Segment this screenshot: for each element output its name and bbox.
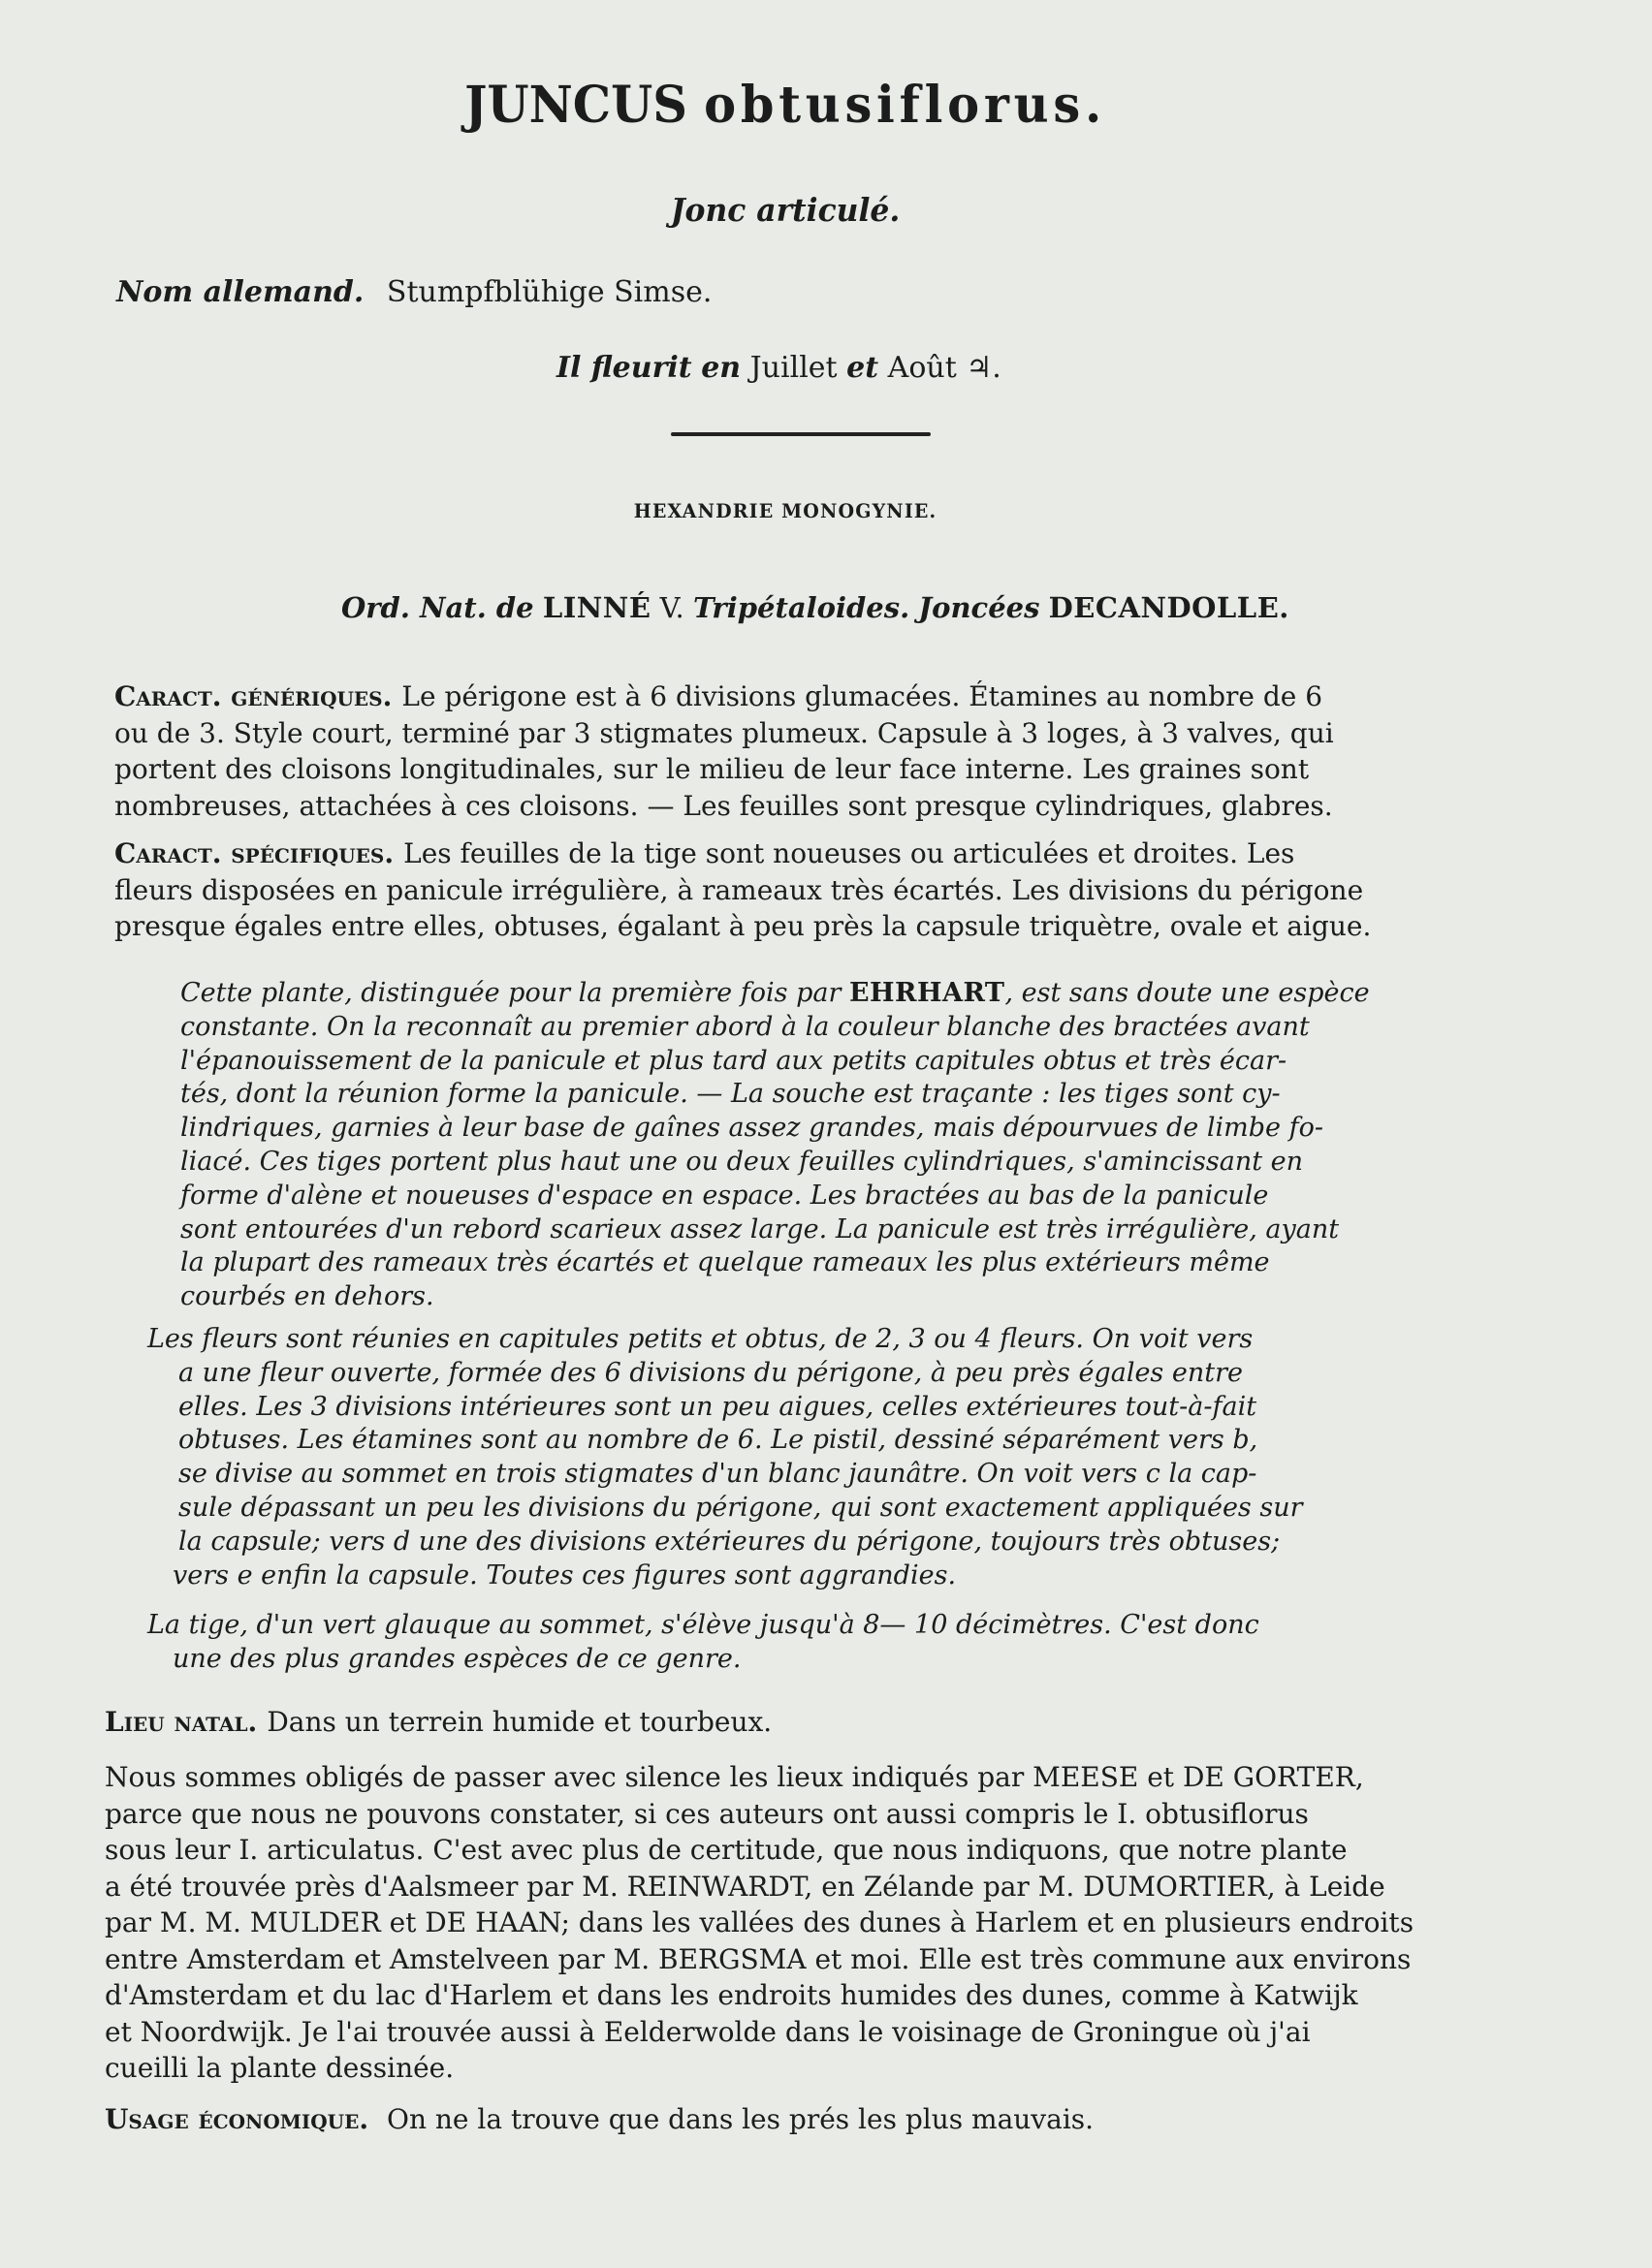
flowering-text-en: en [701, 351, 742, 385]
text-line: la plupart des rameaux très écartés et quelque rameaux les plus extérieurs même [180, 1247, 1270, 1278]
text-line: tés, dont la réunion forme la panicule. — La souche est traçante : les tiges sont cy- [180, 1079, 1281, 1110]
text-line: ou de 3. Style court, terminé par 3 stigmates plumeux. Capsule à 3 loges, à 3 valves, qui [114, 716, 1334, 749]
text-line: Nous sommes obligés de passer avec silence les lieux indiqués par MEESE et DE GORTER, [105, 1761, 1364, 1793]
text-line: la capsule; vers d une des divisions extérieures du périgone, toujours très obtuses; [178, 1526, 1281, 1557]
text-line: l'épanouissement de la panicule et plus tard aux petits capitules obtus et très écar- [180, 1045, 1287, 1076]
family-decandolle: Joncées [918, 591, 1040, 624]
order-prefix: Ord. Nat. de [341, 591, 534, 624]
text-line: une des plus grandes espèces de ce genre. [173, 1643, 742, 1674]
text-line: a été trouvée près d'Aalsmeer par M. REINWARDT, en Zélande par M. DUMORTIER, à Leide [105, 1870, 1385, 1903]
text-line: se divise au sommet en trois stigmates d'un blanc jaunâtre. On voit vers c la cap- [178, 1459, 1257, 1490]
linnaean-class: HEXANDRIE MONOGYNIE. [633, 499, 937, 522]
flowering-text: Il fleurit [556, 351, 692, 385]
description-paragraph-3 [147, 1609, 1259, 1677]
text-line: sont entourées d'un rebord scarieux assez large. La panicule est très irrégulière, ayant [180, 1213, 1340, 1244]
text-line: cueilli la plante dessinée. [105, 2052, 455, 2084]
text-line: obtuses. Les étamines sont au nombre de 6. Le pistil, dessiné séparément vers b, [178, 1425, 1258, 1456]
natural-order-line [341, 591, 1289, 624]
text-line: parce que nous ne pouvons constater, si ces auteurs ont aussi compris le I. obtusiflorus [105, 1797, 1309, 1830]
line-text: Le périgone est à 6 divisions glumacées. Étamines au nombre de 6 [401, 680, 1323, 712]
section-label: Caract. génériques. [114, 680, 393, 712]
decandolle-author: DECANDOLLE. [1048, 591, 1289, 624]
genus-name: JUNCUS [464, 76, 687, 135]
text-line: par M. M. MULDER et DE HAAN; dans les vallées des dunes à Harlem et en plusieurs endroits [105, 1906, 1414, 1938]
text-line [105, 1704, 772, 1741]
text-line: lindriques, garnies à leur base de gaînes assez grandes, mais dépourvues de limbe fo- [180, 1113, 1323, 1144]
text-line: a une fleur ouverte, formée des 6 divisions du périgone, à peu près égales entre [178, 1357, 1243, 1388]
flowering-month-1: Juillet [749, 351, 838, 385]
german-name-value: Stumpfblühige Simse. [386, 275, 713, 309]
line-text: On ne la trouve que dans les prés les plus mauvais. [387, 2103, 1095, 2135]
line-text: Dans un terrein humide et tourbeux. [267, 1706, 773, 1738]
family-linne: Tripétaloides. [692, 591, 910, 624]
text-line: courbés en dehors. [180, 1281, 434, 1312]
text-line: liacé. Ces tiges portent plus haut une ou deux feuilles cylindriques, s'amincissant en [180, 1146, 1304, 1177]
text-line: elles. Les 3 divisions intérieures sont un peu aigues, celles extérieures tout-à-fait [178, 1391, 1257, 1422]
german-name-line [116, 275, 712, 309]
linne-author: LINNÉ [542, 591, 651, 624]
perennial-symbol: ♃. [966, 351, 1001, 385]
section-label: Caract. spécifiques. [114, 837, 395, 869]
section-label: Lieu natal. [105, 1706, 258, 1738]
text-line: Les fleurs sont réunies en capitules petits et obtus, de 2, 3 ou 4 fleurs. On voit vers [147, 1324, 1254, 1354]
text-line [114, 835, 1371, 872]
french-name: Jonc articulé. [670, 191, 901, 229]
text-line: d'Amsterdam et du lac d'Harlem et dans les endroits humides des dunes, comme à Katwijk [105, 1979, 1358, 2011]
page-title [0, 76, 1571, 135]
economic-use [105, 2103, 1094, 2135]
text-line: presque égales entre elles, obtuses, égalant à peu près la capsule triquètre, ovale et aigue. [114, 910, 1372, 942]
author-name: EHRHART [848, 978, 1005, 1008]
text-line: fleurs disposées en panicule irrégulière, à rameaux très écartés. Les divisions du périgone [114, 873, 1364, 906]
german-name-label: Nom allemand. [116, 275, 365, 309]
text-line: constante. On la reconnaît au premier abord à la couleur blanche des bractées avant [180, 1011, 1310, 1042]
text-line: vers e enfin la capsule. Toutes ces figures sont aggrandies. [173, 1559, 957, 1591]
native-habitat [105, 1704, 772, 1741]
generic-characters [114, 678, 1334, 824]
localities-paragraph [105, 1759, 1414, 2087]
text-line: entre Amsterdam et Amstelveen par M. BERGSMA et moi. Elle est très commune aux environs [105, 1942, 1412, 1975]
flowering-line [556, 351, 1001, 385]
line-text: Les feuilles de la tige sont noueuses ou articulées et droites. Les [403, 837, 1295, 869]
text-line [114, 678, 1334, 715]
flowering-text-et: et [846, 351, 879, 385]
text-line: forme d'alène et noueuses d'espace en espace. Les bractées au bas de la panicule [180, 1180, 1269, 1211]
text-line [180, 977, 1370, 1011]
text-line: La tige, d'un vert glauque au sommet, s'élève jusqu'à 8— 10 décimètres. C'est donc [147, 1610, 1259, 1640]
description-paragraph-1 [180, 977, 1370, 1314]
text-line: et Noordwijk. Je l'ai trouvée aussi à Eelderwolde dans le voisinage de Groningue où j'ai [105, 2015, 1311, 2048]
flowering-month-2: Août [887, 351, 957, 385]
decorative-divider [671, 432, 931, 436]
text-line: nombreuses, attachées à ces cloisons. — Les feuilles sont presque cylindriques, glabres. [114, 789, 1333, 822]
order-number: V. [659, 591, 684, 624]
species-name: obtusiflorus. [704, 76, 1106, 135]
section-label: Usage économique. [105, 2103, 369, 2135]
line-text: , est sans doute une espèce [1004, 978, 1370, 1008]
specific-characters [114, 835, 1371, 945]
line-text: Cette plante, distinguée pour la première fois par [180, 978, 842, 1008]
text-line: sous leur I. articulatus. C'est avec plus de certitude, que nous indiquons, que notre plante [105, 1834, 1348, 1866]
text-line: portent des cloisons longitudinales, sur le milieu de leur face interne. Les graines sont [114, 753, 1310, 785]
description-paragraph-2 [147, 1323, 1303, 1592]
text-line: sule dépassant un peu les divisions du périgone, qui sont exactement appliquées sur [178, 1492, 1303, 1523]
